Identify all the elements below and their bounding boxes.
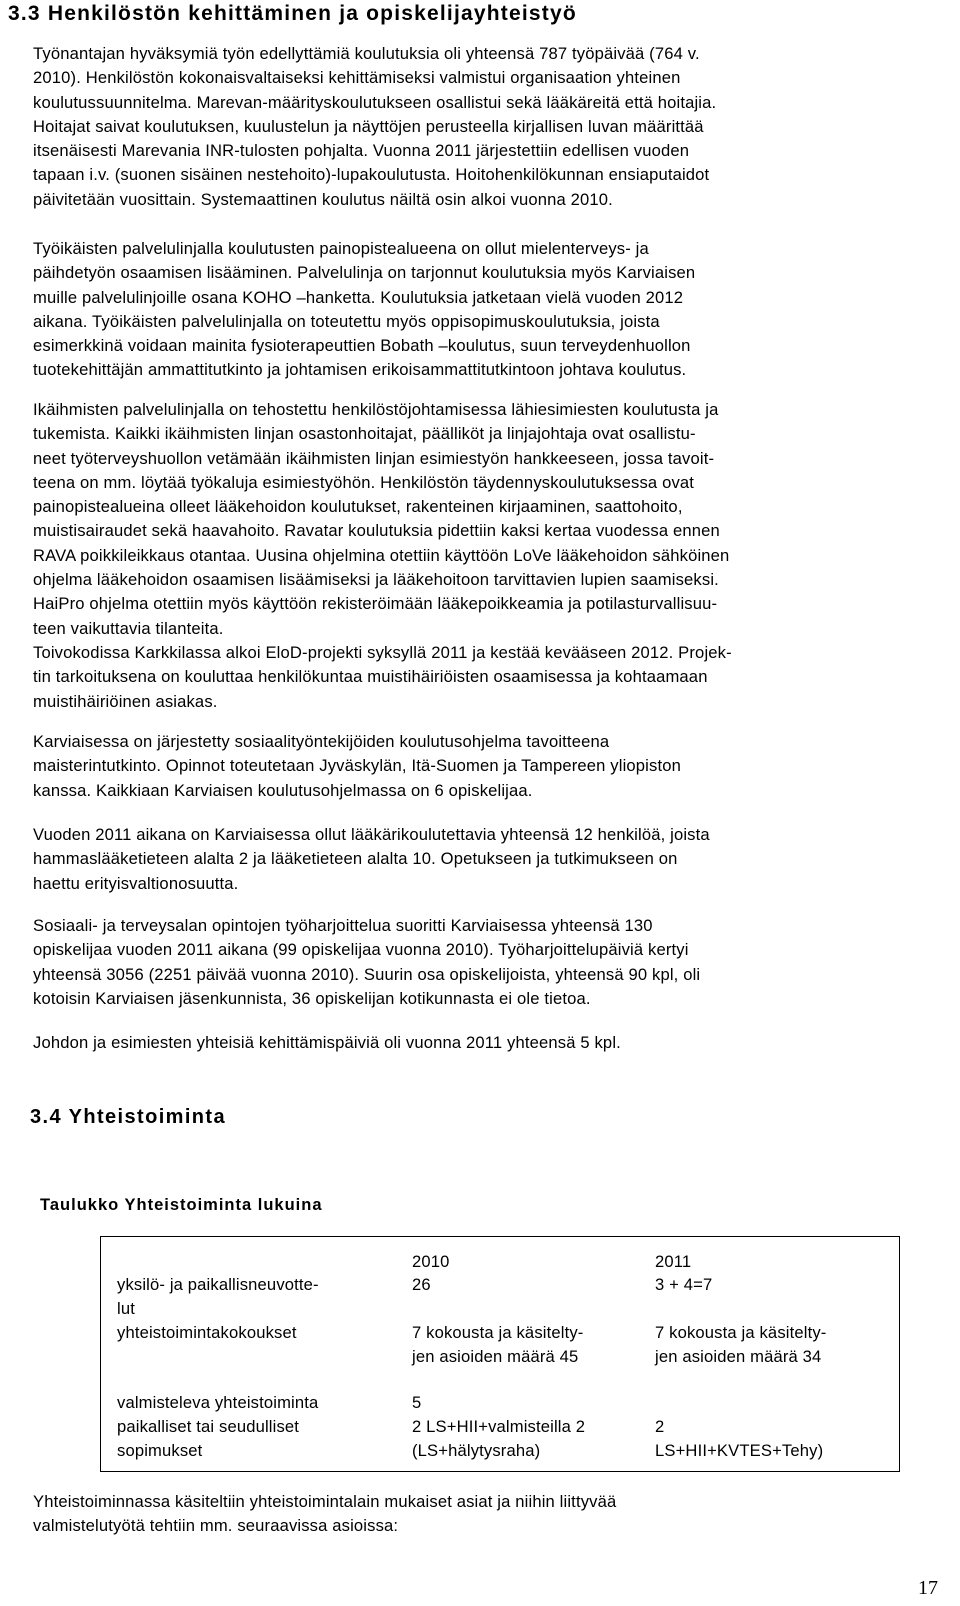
text-line: teen vaikuttavia tilanteita. [33,618,224,638]
text-line: Ikäihmisten palvelulinjalla on tehostettu henkilöstöjohtamisessa lähiesimiesten koulutusta ja [33,400,719,419]
text-line: Yhteistoiminnassa käsiteltiin yhteistoimintalain mukaiset asiat ja niihin liittyvää [33,1492,617,1511]
paragraph-social-workers [33,730,933,803]
table-header-2011: 2011 [655,1252,692,1271]
text-line: 2010). Henkilöstön kokonaisvaltaiseksi kehittämiseksi valmistui organisaation yhteinen [33,68,681,88]
table-cell-2010: 5 [412,1393,422,1412]
text-line: maisterintutkinto. Opinnot toteutetaan Jyväskylän, Itä-Suomen ja Tampereen yliopiston [33,756,681,776]
table-row-label: yhteistoimintakokoukset [117,1323,297,1342]
text-line: tuotekehittäjän ammattitutkinto ja johtamisen erikoisammattitutkintoon johtava koulutus. [33,360,687,380]
text-line: tapaan i.v. (suonen sisäinen nestehoito)-lupakoulutusta. Hoitohenkilökunnan ensiaputaidot [33,165,710,185]
section-heading: 3.3 Henkilöstön kehittäminen ja opiskelijayhteistyö [8,2,577,25]
page-number: 17 [918,1577,938,1599]
text-line: esimerkkinä voidaan mainita fysioterapeuttien Bobath –koulutus, suun terveydenhuollon [33,336,691,356]
table-row-label: valmisteleva yhteistoiminta [117,1393,319,1412]
text-line: Karviaisessa on järjestetty sosiaalityöntekijöiden koulutusohjelma tavoitteena [33,732,610,751]
text-line: ohjelma lääkehoidon osaamisen lisäämiseksi ja lääkehoitoon tarvittavien lupien saamiseksi. [33,570,719,590]
text-line: yhteensä 3056 (2251 päivää vuonna 2010). Suurin osa opiskelijoista, yhteensä 90 kpl, oli [33,964,701,984]
text-line: Toivokodissa Karkkilassa alkoi EloD-projekti syksyllä 2011 ja kestää kevääseen 2012. Projek- [33,642,732,662]
text-line: painopistealueina olleet lääkehoidon koulutukset, rakenteinen kirjaaminen, saattohoito, [33,497,683,517]
text-line: muistisairaudet sekä haavahoito. Ravatar koulutuksia pidettiin kaksi kertaa vuodessa ennen [33,521,720,541]
paragraph-cooperation-matters [33,1490,933,1539]
text-line: muille palvelulinjoille osana KOHO –hanketta. Koulutuksia jatketaan vielä vuoden 2012 [33,287,684,307]
table-row-label: paikalliset tai seudulliset sopimukset [117,1417,300,1460]
table-row-label: yksilö- ja paikallisneuvotte- lut [117,1275,319,1318]
text-line: opiskelijaa vuoden 2011 aikana (99 opiskelijaa vuonna 2010). Työharjoittelupäiviä kertyi [33,940,689,960]
text-line: teena on mm. löytää työkaluja esimiestyöhön. Henkilöstön täydennyskoulutuksessa ovat [33,472,695,492]
text-line: Johdon ja esimiesten yhteisiä kehittämispäiviä oli vuonna 2011 yhteensä 5 kpl. [33,1033,621,1052]
paragraph-training-days [33,42,933,212]
cooperation-table [100,1236,900,1472]
text-line: Työikäisten palvelulinjalla koulutusten painopistealueena on ollut mielenterveys- ja [33,239,649,258]
text-line: tukemista. Kaikki ikäihmisten linjan osastonhoitajat, päälliköt ja linjajohtaja ovat osallistu- [33,424,696,444]
section2-heading: 3.4 Yhteistoiminta [30,1106,226,1128]
paragraph-management-days [33,1031,933,1055]
table-cell-2011: 3 + 4=7 [655,1275,713,1294]
table-cell-2010: 7 kokousta ja käsitelty- jen asioiden määrä 45 [412,1323,584,1366]
paragraph-medical-trainees [33,823,933,896]
text-line: Vuoden 2011 aikana on Karviaisessa ollut lääkärikoulutettavia yhteensä 12 henkilöä, joista [33,825,710,844]
text-line: päihdetyön osaamisen lisääminen. Palvelulinja on tarjonnut koulutuksia myös Karviaisen [33,263,696,283]
text-line: koulutussuunnitelma. Marevan-määrityskoulutukseen osallistui sekä lääkäreitä että hoitajia. [33,92,717,112]
text-line: haettu erityisvaltionosuutta. [33,873,239,893]
text-line: kanssa. Kaikkiaan Karviaisen koulutusohjelmassa on 6 opiskelijaa. [33,780,533,800]
text-line: neet työterveyshuollon vetämään ikäihmisten linjan esimiestyön hankkeeseen, jossa tavoit- [33,448,715,468]
text-line: tin tarkoituksena on kouluttaa henkilökuntaa muistihäiriöisten osaamisessa ja kohtaamaan [33,667,708,687]
table-cell-2011: 2 LS+HII+KVTES+Tehy) [655,1417,824,1460]
text-line: Sosiaali- ja terveysalan opintojen työharjoittelua suoritti Karviaisessa yhteensä 130 [33,916,653,935]
table-cell-2010: 26 [412,1275,431,1294]
paragraph-elderly-services [33,398,933,714]
text-line: kotoisin Karviaisen jäsenkunnista, 36 opiskelijan kotikunnasta ei ole tietoa. [33,988,591,1008]
table-cell-2010: 2 LS+HII+valmisteilla 2 (LS+hälytysraha) [412,1417,586,1460]
text-line: Työnantajan hyväksymiä työn edellyttämiä koulutuksia oli yhteensä 787 työpäivää (764 v. [33,44,700,63]
text-line: aikana. Työikäisten palvelulinjalla on toteutettu myös oppisopimuskoulutuksia, joista [33,311,660,331]
table-cell-2011: 7 kokousta ja käsitelty- jen asioiden määrä 34 [655,1323,827,1366]
text-line: RAVA poikkileikkaus otantaa. Uusina ohjelmina otettiin käyttöön LoVe lääkehoidon sähköinen [33,545,730,565]
text-line: hammaslääketieteen alalta 2 ja lääketieteen alalta 10. Opetukseen ja tutkimukseen on [33,849,678,869]
paragraph-working-age-services [33,237,933,383]
text-line: Hoitajat saivat koulutuksen, kuulustelun ja näyttöjen perusteella kirjallisen luvan määrittää [33,116,704,136]
text-line: valmistelutyötä tehtiin mm. seuraavissa asioissa: [33,1516,399,1536]
table-header-2010: 2010 [412,1252,450,1271]
text-line: itsenäisesti Marevania INR-tulosten pohjalta. Vuonna 2011 järjestettiin edellisen vuoden [33,141,690,161]
table-caption: Taulukko Yhteistoiminta lukuina [40,1196,323,1214]
text-line: HaiPro ohjelma otettiin myös käyttöön rekisteröimään lääkepoikkeamia ja potilasturvallisuu- [33,594,718,614]
text-line: päivitetään vuosittain. Systemaattinen koulutus näiltä osin alkoi vuonna 2010. [33,189,613,209]
text-line: muistihäiriöinen asiakas. [33,691,218,711]
paragraph-student-internships [33,914,933,1011]
